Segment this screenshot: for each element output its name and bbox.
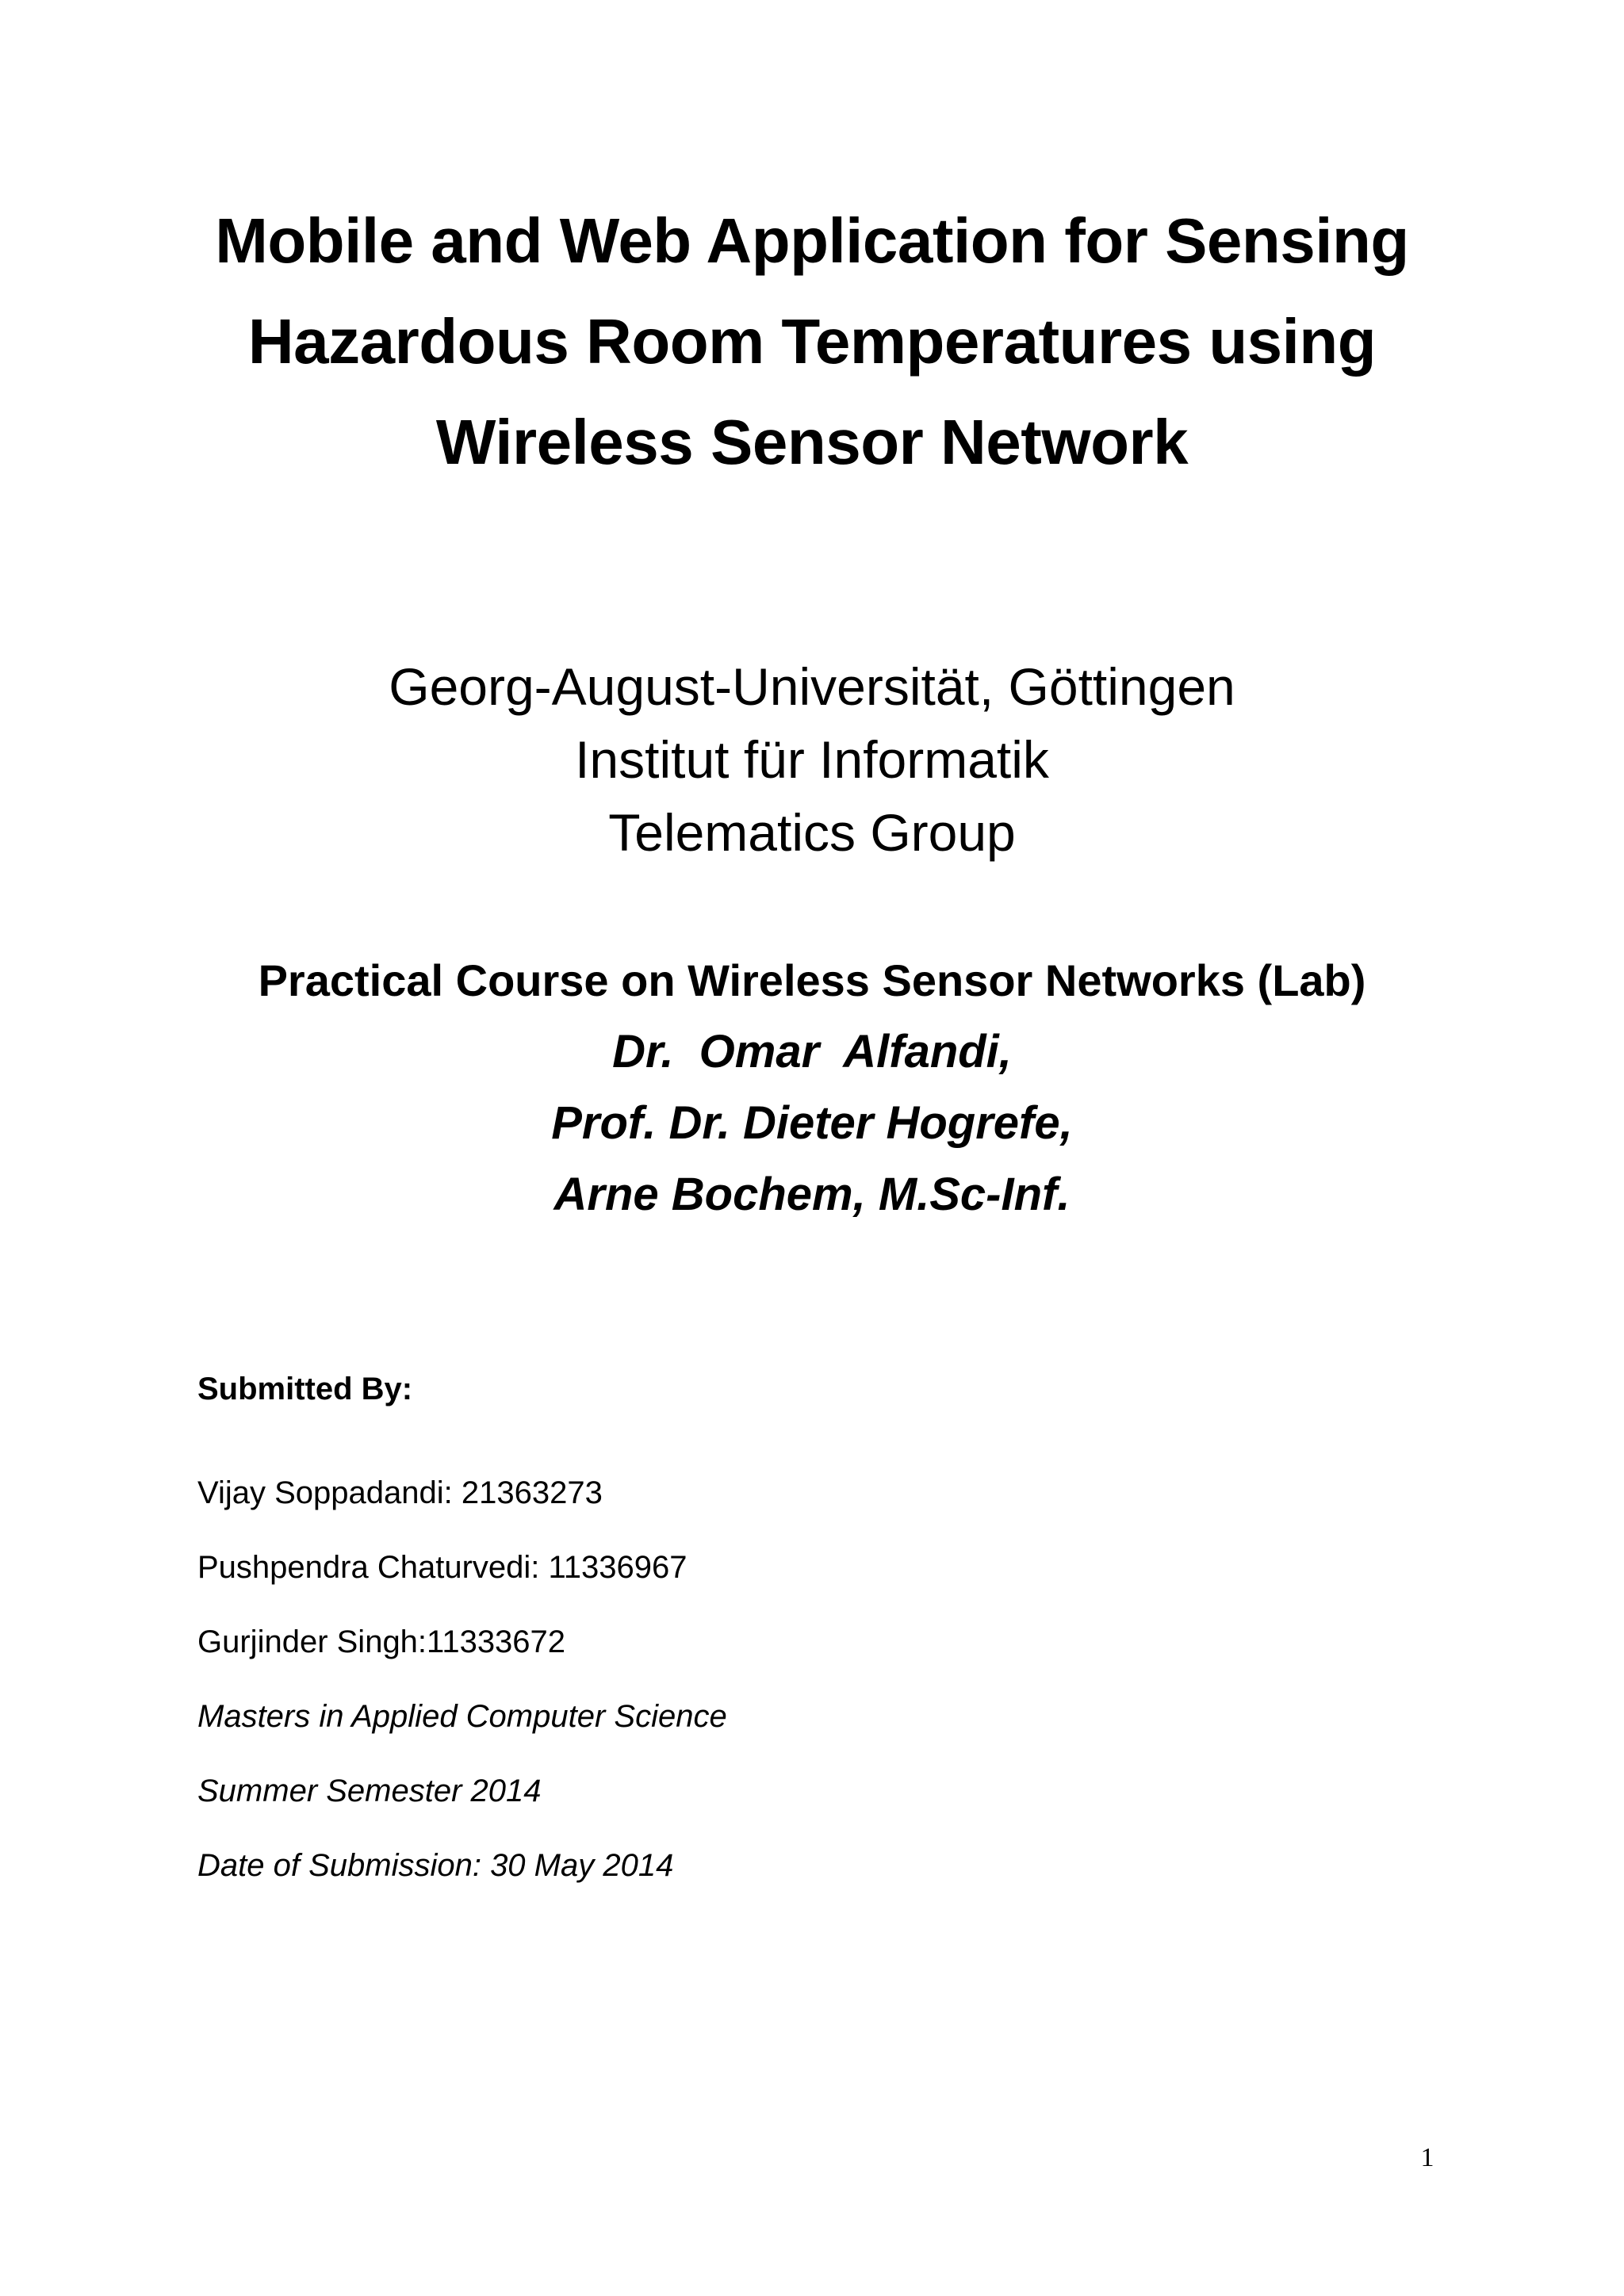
title-line: Wireless Sensor Network <box>435 407 1189 477</box>
submission-date: Date of Submission: 30 May 2014 <box>197 1848 674 1883</box>
supervisor-name: Dr. Omar Alfandi, <box>612 1026 1012 1077</box>
program-name: Masters in Applied Computer Science <box>197 1699 727 1734</box>
course-title: Practical Course on Wireless Sensor Networks (Lab) <box>258 955 1366 1005</box>
submission-block <box>197 1365 1466 1903</box>
student-entry: Gurjinder Singh:11333672 <box>197 1624 566 1659</box>
group-name: Telematics Group <box>608 803 1016 862</box>
course-block <box>0 945 1624 1230</box>
document-title <box>0 190 1624 492</box>
submitted-by-heading: Submitted By: <box>197 1372 413 1406</box>
university-name: Georg-August-Universität, Göttingen <box>389 657 1235 716</box>
institute-name: Institut für Informatik <box>575 730 1049 789</box>
title-line: Mobile and Web Application for Sensing <box>215 205 1409 276</box>
supervisor-name: Prof. Dr. Dieter Hogrefe, <box>551 1097 1073 1149</box>
student-entry: Vijay Soppadandi: 21363273 <box>197 1475 603 1510</box>
institution-block <box>0 650 1624 869</box>
title-line: Hazardous Room Temperatures using <box>247 306 1377 377</box>
student-entry: Pushpendra Chaturvedi: 11336967 <box>197 1550 688 1585</box>
supervisor-name: Arne Bochem, M.Sc-Inf. <box>553 1169 1071 1220</box>
page-number: 1 <box>1420 2143 1434 2172</box>
semester: Summer Semester 2014 <box>197 1774 542 1808</box>
